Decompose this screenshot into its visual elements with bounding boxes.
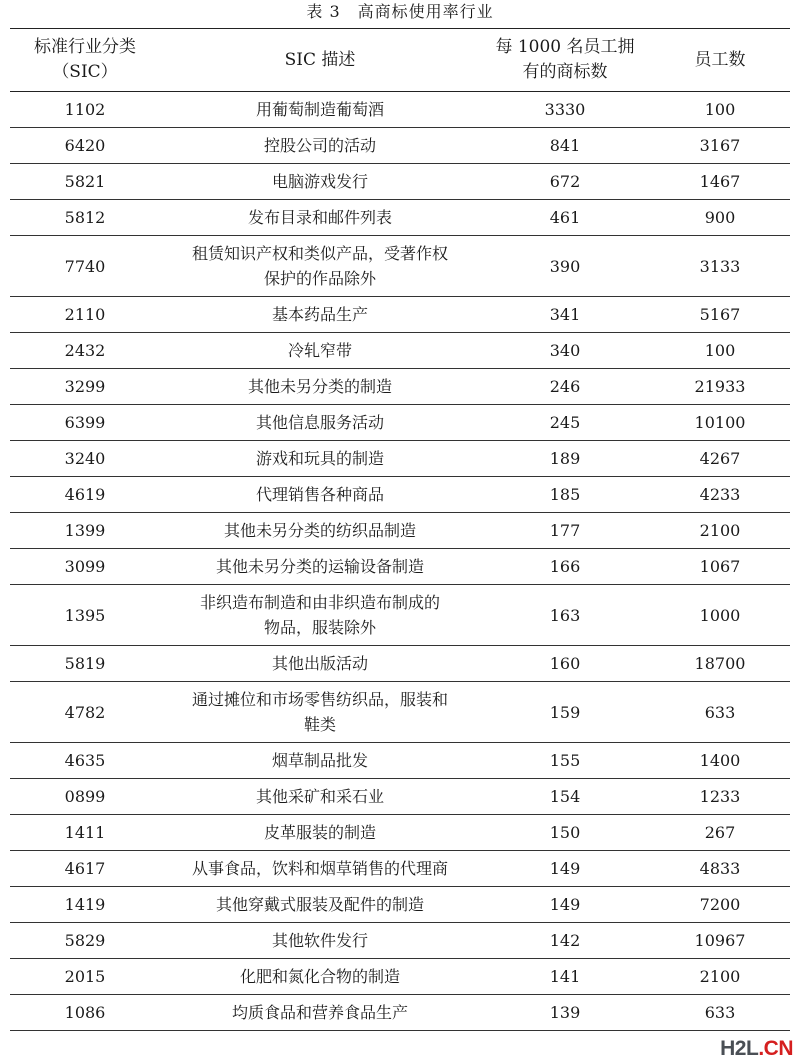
- description-line: 其他未另分类的纺织品制造: [223, 521, 416, 540]
- cell-trademarks-per-1000: 3330: [480, 92, 650, 128]
- site-watermark-logo: [717, 1037, 796, 1061]
- table-body: [10, 92, 790, 1031]
- cell-employees: 2100: [650, 513, 790, 549]
- cell-description: [160, 743, 480, 779]
- description-line: 化肥和氮化合物的制造: [239, 967, 400, 986]
- table-row: [10, 128, 790, 164]
- cell-sic-code: 1395: [10, 585, 160, 646]
- cell-trademarks-per-1000: 160: [480, 646, 650, 682]
- table-row: [10, 815, 790, 851]
- cell-employees: 10100: [650, 405, 790, 441]
- description-line: 用葡萄制造葡萄酒: [255, 100, 384, 119]
- cell-description: [160, 815, 480, 851]
- cell-trademarks-per-1000: 141: [480, 959, 650, 995]
- header-description: SIC 描述: [160, 29, 480, 92]
- cell-trademarks-per-1000: 142: [480, 923, 650, 959]
- cell-employees: 1233: [650, 779, 790, 815]
- description-line: 其他出版活动: [271, 654, 368, 673]
- description-line: 其他穿戴式服装及配件的制造: [215, 895, 424, 914]
- cell-description: [160, 646, 480, 682]
- description-line: 从事食品，饮料和烟草销售的代理商: [191, 859, 448, 878]
- table-row: [10, 333, 790, 369]
- cell-description: [160, 923, 480, 959]
- table-row: [10, 682, 790, 743]
- header-trademarks-per-1000: [480, 29, 650, 92]
- cell-sic-code: 1399: [10, 513, 160, 549]
- description-line: 皮革服装的制造: [263, 823, 376, 842]
- cell-employees: 3133: [650, 236, 790, 297]
- description-line: 均质食品和营养食品生产: [231, 1003, 408, 1022]
- table-row: [10, 959, 790, 995]
- table-row: [10, 236, 790, 297]
- description-line: 代理销售各种商品: [255, 485, 384, 504]
- cell-employees: 100: [650, 92, 790, 128]
- description-line: 其他软件发行: [271, 931, 368, 950]
- cell-employees: 633: [650, 995, 790, 1031]
- table-caption: 表 3 高商标使用率行业: [306, 2, 494, 21]
- cell-sic-code: 2015: [10, 959, 160, 995]
- table-row: [10, 743, 790, 779]
- cell-trademarks-per-1000: 139: [480, 995, 650, 1031]
- table-row: [10, 92, 790, 128]
- table-row: [10, 200, 790, 236]
- cell-description: [160, 236, 480, 297]
- description-line: 其他信息服务活动: [255, 413, 384, 432]
- cell-description: [160, 200, 480, 236]
- cell-description: [160, 513, 480, 549]
- cell-sic-code: 5829: [10, 923, 160, 959]
- cell-trademarks-per-1000: 340: [480, 333, 650, 369]
- table-row: [10, 441, 790, 477]
- description-line: 电脑游戏发行: [271, 172, 368, 191]
- description-line: 保护的作品除外: [263, 269, 376, 288]
- cell-employees: 4267: [650, 441, 790, 477]
- header-employees: 员工数: [650, 29, 790, 92]
- cell-trademarks-per-1000: 189: [480, 441, 650, 477]
- cell-sic-code: 1086: [10, 995, 160, 1031]
- cell-sic-code: 5821: [10, 164, 160, 200]
- cell-employees: 1467: [650, 164, 790, 200]
- cell-description: [160, 477, 480, 513]
- cell-employees: 1000: [650, 585, 790, 646]
- description-line: 通过摊位和市场零售纺织品，服装和: [191, 690, 448, 709]
- cell-employees: 2100: [650, 959, 790, 995]
- description-line: 游戏和玩具的制造: [255, 449, 384, 468]
- cell-trademarks-per-1000: 246: [480, 369, 650, 405]
- cell-trademarks-per-1000: 177: [480, 513, 650, 549]
- cell-trademarks-per-1000: 841: [480, 128, 650, 164]
- cell-trademarks-per-1000: 150: [480, 815, 650, 851]
- description-line: 基本药品生产: [271, 305, 368, 324]
- cell-sic-code: 0899: [10, 779, 160, 815]
- cell-employees: 4233: [650, 477, 790, 513]
- cell-employees: 7200: [650, 887, 790, 923]
- table-row: [10, 923, 790, 959]
- table-row: [10, 405, 790, 441]
- cell-employees: 3167: [650, 128, 790, 164]
- cell-description: [160, 441, 480, 477]
- cell-description: [160, 164, 480, 200]
- cell-description: [160, 297, 480, 333]
- cell-sic-code: 3240: [10, 441, 160, 477]
- cell-trademarks-per-1000: 341: [480, 297, 650, 333]
- cell-sic-code: 1419: [10, 887, 160, 923]
- table-row: [10, 477, 790, 513]
- description-line: 发布目录和邮件列表: [247, 208, 392, 227]
- cell-employees: 1400: [650, 743, 790, 779]
- cell-trademarks-per-1000: 390: [480, 236, 650, 297]
- cell-employees: 21933: [650, 369, 790, 405]
- cell-trademarks-per-1000: 159: [480, 682, 650, 743]
- description-line: 租赁知识产权和类似产品，受著作权: [191, 244, 448, 263]
- cell-description: [160, 779, 480, 815]
- cell-employees: 633: [650, 682, 790, 743]
- header-sic-code-line2: （SIC）: [52, 62, 118, 82]
- table-row: [10, 887, 790, 923]
- cell-employees: 4833: [650, 851, 790, 887]
- cell-trademarks-per-1000: 166: [480, 549, 650, 585]
- table-row: [10, 549, 790, 585]
- table-row: [10, 369, 790, 405]
- cell-trademarks-per-1000: 155: [480, 743, 650, 779]
- cell-employees: 100: [650, 333, 790, 369]
- header-sic-code: [10, 29, 160, 92]
- cell-sic-code: 6399: [10, 405, 160, 441]
- cell-trademarks-per-1000: 154: [480, 779, 650, 815]
- cell-sic-code: 4635: [10, 743, 160, 779]
- cell-sic-code: 4619: [10, 477, 160, 513]
- cell-sic-code: 4782: [10, 682, 160, 743]
- cell-description: [160, 369, 480, 405]
- cell-description: [160, 851, 480, 887]
- cell-employees: 18700: [650, 646, 790, 682]
- cell-sic-code: 1411: [10, 815, 160, 851]
- description-line: 非织造布制造和由非织造布制成的: [199, 593, 440, 612]
- cell-description: [160, 887, 480, 923]
- cell-sic-code: 1102: [10, 92, 160, 128]
- cell-description: [160, 549, 480, 585]
- cell-trademarks-per-1000: 149: [480, 851, 650, 887]
- table-row: [10, 585, 790, 646]
- table-row: [10, 164, 790, 200]
- table-row: [10, 779, 790, 815]
- table-row: [10, 513, 790, 549]
- trademark-usage-table: [10, 28, 790, 1031]
- cell-description: [160, 585, 480, 646]
- watermark-text-h2l: H2L: [720, 1037, 759, 1060]
- cell-trademarks-per-1000: 461: [480, 200, 650, 236]
- cell-description: [160, 92, 480, 128]
- cell-sic-code: 5812: [10, 200, 160, 236]
- header-per1000-line1: 每 1000 名员工拥: [495, 37, 635, 57]
- cell-trademarks-per-1000: 163: [480, 585, 650, 646]
- description-line: 其他采矿和采石业: [255, 787, 384, 806]
- table-row: [10, 297, 790, 333]
- description-line: 其他未另分类的运输设备制造: [215, 557, 424, 576]
- cell-sic-code: 3099: [10, 549, 160, 585]
- description-line: 物品，服装除外: [263, 618, 376, 637]
- description-line: 烟草制品批发: [271, 751, 368, 770]
- cell-sic-code: 5819: [10, 646, 160, 682]
- cell-sic-code: 2110: [10, 297, 160, 333]
- cell-employees: 10967: [650, 923, 790, 959]
- cell-description: [160, 959, 480, 995]
- cell-sic-code: 4617: [10, 851, 160, 887]
- cell-description: [160, 333, 480, 369]
- cell-employees: 267: [650, 815, 790, 851]
- cell-employees: 5167: [650, 297, 790, 333]
- cell-sic-code: 7740: [10, 236, 160, 297]
- header-per1000-line2: 有的商标数: [522, 62, 608, 82]
- table-row: [10, 851, 790, 887]
- cell-trademarks-per-1000: 245: [480, 405, 650, 441]
- cell-trademarks-per-1000: 672: [480, 164, 650, 200]
- cell-description: [160, 995, 480, 1031]
- description-line: 鞋类: [303, 715, 336, 734]
- description-line: 冷轧窄带: [287, 341, 352, 360]
- cell-trademarks-per-1000: 149: [480, 887, 650, 923]
- cell-description: [160, 128, 480, 164]
- header-sic-code-line1: 标准行业分类: [34, 37, 136, 57]
- cell-trademarks-per-1000: 185: [480, 477, 650, 513]
- table-row: [10, 646, 790, 682]
- table-row: [10, 995, 790, 1031]
- cell-description: [160, 682, 480, 743]
- description-line: 其他未另分类的制造: [247, 377, 392, 396]
- cell-sic-code: 2432: [10, 333, 160, 369]
- cell-employees: 900: [650, 200, 790, 236]
- cell-sic-code: 3299: [10, 369, 160, 405]
- cell-description: [160, 405, 480, 441]
- header-row: [10, 29, 790, 92]
- cell-sic-code: 6420: [10, 128, 160, 164]
- description-line: 控股公司的活动: [263, 136, 376, 155]
- watermark-text-cn: .CN: [758, 1037, 793, 1060]
- cell-employees: 1067: [650, 549, 790, 585]
